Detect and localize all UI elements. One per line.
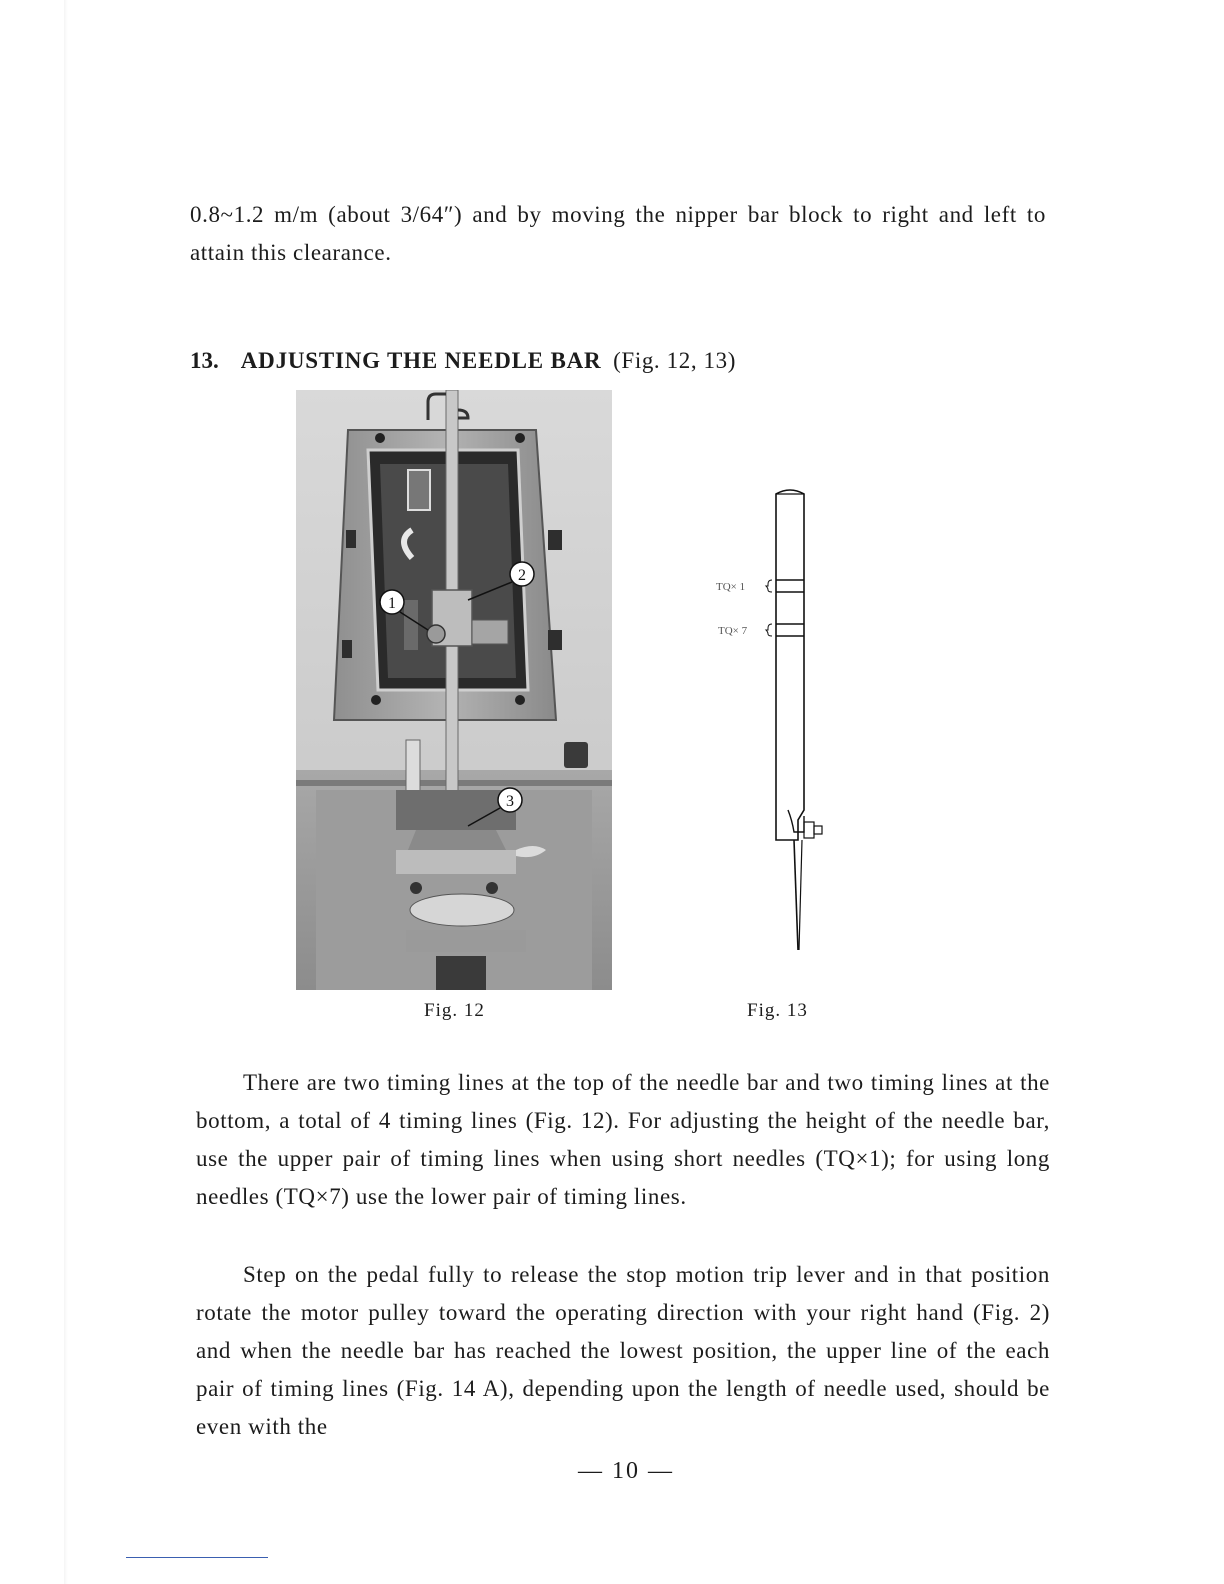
intro-paragraph: 0.8~1.2 m/m (about 3/64″) and by moving the nipper bar block to right and left to attain this clearance.	[190, 202, 1046, 265]
fig13-label-tqx7: TQ× 7	[718, 625, 748, 637]
svg-text:1: 1	[388, 595, 396, 612]
section-figure-ref: (Fig. 12, 13)	[613, 348, 736, 373]
page-edge-shadow	[64, 0, 68, 1584]
bottom-rule	[126, 1557, 268, 1558]
body-paragraph-1: There are two timing lines at the top of the needle bar and two timing lines at the bottom, a total of 4 timing lines (Fig. 12). For adjusting the height of the needle bar, use the upper pair of timing lines when using short needles (TQ×1); for using long needles (TQ×7) use the lower pair of timing lines.	[196, 1070, 1050, 1209]
fig13-label-tqx1: TQ× 1	[716, 581, 746, 593]
section-title: ADJUSTING THE NEEDLE BAR	[240, 348, 602, 373]
section-heading	[190, 342, 736, 380]
fig12-photo	[296, 390, 612, 990]
svg-text:2: 2	[518, 567, 526, 584]
body-paragraph-2: Step on the pedal fully to release the stop motion trip lever and in that position rotate the motor pulley toward the operating direction with your right hand (Fig. 2) and when the needle bar has reached the lowest position, the upper line of the each pair of timing lines (Fig. 14 A), depending upon the length of needle used, should be even with the	[196, 1262, 1050, 1439]
fig12-caption: Fig. 12	[424, 1000, 485, 1021]
fig13-caption: Fig. 13	[747, 1000, 808, 1021]
svg-text:3: 3	[506, 793, 514, 810]
section-number: 13.	[190, 348, 219, 373]
page-number: — 10 —	[578, 1458, 674, 1484]
fig13-needle-bar-drawing	[700, 480, 840, 960]
